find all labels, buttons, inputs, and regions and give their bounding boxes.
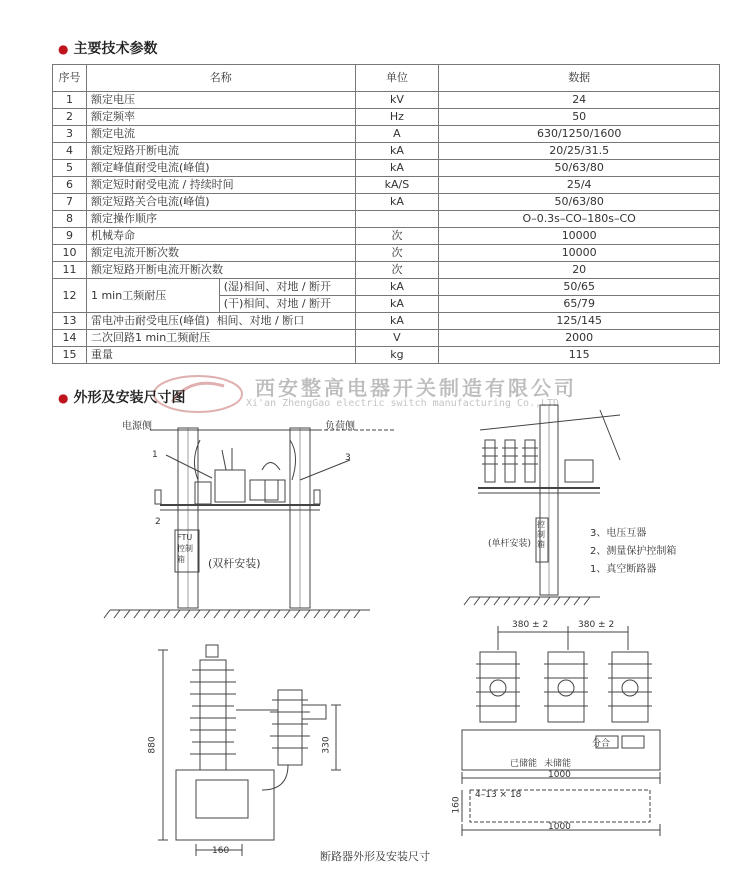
header-value: 数据 [439, 65, 720, 92]
row-value: 25/4 [439, 177, 720, 194]
callout-1: 1 [152, 450, 158, 460]
row-value: 10000 [439, 228, 720, 245]
section-title-text: 主要技术参数 [73, 41, 158, 57]
single-pole-label: (单杆安装) [488, 539, 532, 549]
row-no: 12 [53, 279, 87, 313]
callout-3: 3 [345, 453, 351, 463]
row-name: 额定电流 [86, 126, 355, 143]
legend-item-3: 3、电压互器 [590, 528, 647, 539]
row-unit: Hz [355, 109, 439, 126]
row-no: 14 [53, 330, 87, 347]
row-unit: kA [355, 194, 439, 211]
row-unit: 次 [355, 228, 439, 245]
dim-1000-bottom: 1000 [548, 822, 571, 832]
row-no: 1 [53, 92, 87, 109]
row-name: 额定短路开断电流开断次数 [86, 262, 355, 279]
row-no: 5 [53, 160, 87, 177]
side-view-diagram [158, 645, 341, 856]
row-value: 115 [439, 347, 720, 364]
bullet-icon: ● [58, 42, 69, 56]
dim-160-bottom: 160 [212, 846, 230, 856]
stored-label: 已储能 [510, 759, 538, 769]
ftu-box-label: FTU控制箱 [177, 533, 193, 564]
legend-item-1: 1、真空断路器 [590, 564, 657, 575]
row-no: 7 [53, 194, 87, 211]
row-name: 额定操作顺序 [86, 211, 355, 228]
row-value: 50/63/80 [439, 160, 720, 177]
dim-380-right: 380 ± 2 [578, 620, 615, 630]
figure-caption: 断路器外形及安装尺寸 [320, 850, 430, 863]
watermark-cn: 西安整高电器开关制造有限公司 [255, 376, 577, 400]
row-name: 额定短路开断电流 [86, 143, 355, 160]
row-no: 4 [53, 143, 87, 160]
watermark-en: Xi'an ZhengGao electric switch manufacturing Co.,LTD [246, 398, 560, 409]
double-pole-label: (双杆安装) [208, 557, 261, 570]
power-side-label: 电源侧 [122, 421, 152, 432]
row-value: 50/63/80 [439, 194, 720, 211]
row-no: 11 [53, 262, 87, 279]
header-unit: 单位 [355, 65, 439, 92]
load-side-label: 负荷侧 [325, 421, 355, 432]
row-subname: (干)相间、对地 / 断开 [219, 296, 355, 313]
row-unit: kA [355, 296, 439, 313]
dim-1000-top: 1000 [548, 770, 571, 780]
row-subname: 相间、对地 / 断口 [216, 314, 305, 327]
row-value: 50 [439, 109, 720, 126]
header-name: 名称 [86, 65, 355, 92]
row-name: 额定频率 [86, 109, 355, 126]
row-unit: 次 [355, 262, 439, 279]
row-no: 15 [53, 347, 87, 364]
holes-label: 4–13 × 18 [475, 790, 522, 800]
row-unit: kg [355, 347, 439, 364]
row-value: 630/1250/1600 [439, 126, 720, 143]
row-no: 6 [53, 177, 87, 194]
dim-160-front: 160 [451, 796, 462, 814]
row-name: 额定电流开断次数 [86, 245, 355, 262]
row-no: 13 [53, 313, 87, 330]
row-name: 额定短时耐受电流 / 持续时间 [86, 177, 355, 194]
row-value: 65/79 [439, 296, 720, 313]
header-no: 序号 [53, 65, 87, 92]
front-view-diagram [462, 626, 660, 836]
section-title-text: 外形及安装尺寸图 [73, 390, 186, 406]
row-unit: A [355, 126, 439, 143]
row-unit: kV [355, 92, 439, 109]
row-name: 机械寿命 [86, 228, 355, 245]
bullet-icon: ● [58, 391, 69, 405]
row-unit: 次 [355, 245, 439, 262]
row-name: 额定短路关合电流(峰值) [86, 194, 355, 211]
row-name: 1 min工频耐压 [86, 279, 219, 313]
single-pole-diagram [464, 405, 620, 605]
control-box-label: 控制箱 [537, 520, 545, 549]
dim-380-left: 380 ± 2 [512, 620, 549, 630]
row-unit: kA [355, 160, 439, 177]
row-no: 3 [53, 126, 87, 143]
row-unit: kA [355, 279, 439, 296]
callout-2: 2 [155, 517, 161, 527]
row-name: 额定电压 [86, 92, 355, 109]
row-subname: (湿)相间、对地 / 断开 [219, 279, 355, 296]
row-no: 9 [53, 228, 87, 245]
dim-880: 880 [147, 736, 158, 754]
dim-330: 330 [321, 736, 332, 754]
row-no: 10 [53, 245, 87, 262]
row-no: 2 [53, 109, 87, 126]
row-value: 20 [439, 262, 720, 279]
row-value: 50/65 [439, 279, 720, 296]
row-value: 125/145 [439, 313, 720, 330]
row-value: O–0.3s–CO–180s–CO [439, 211, 720, 228]
row-value: 20/25/31.5 [439, 143, 720, 160]
not-stored-label: 未储能 [544, 759, 572, 769]
row-value: 2000 [439, 330, 720, 347]
row-unit: kA/S [355, 177, 439, 194]
row-no: 8 [53, 211, 87, 228]
row-value: 24 [439, 92, 720, 109]
row-unit: kA [355, 143, 439, 160]
row-name: 重量 [86, 347, 355, 364]
double-pole-diagram [104, 428, 395, 618]
legend-item-2: 2、测量保护控制箱 [590, 546, 677, 557]
row-name: 二次回路1 min工频耐压 [86, 330, 355, 347]
row-unit: V [355, 330, 439, 347]
row-unit: kA [355, 313, 439, 330]
row-name: 额定峰值耐受电流(峰值) [86, 160, 355, 177]
fenhe-label: 分合 [592, 739, 611, 749]
row-value: 10000 [439, 245, 720, 262]
row-name-text: 雷电冲击耐受电压(峰值) [90, 314, 210, 327]
